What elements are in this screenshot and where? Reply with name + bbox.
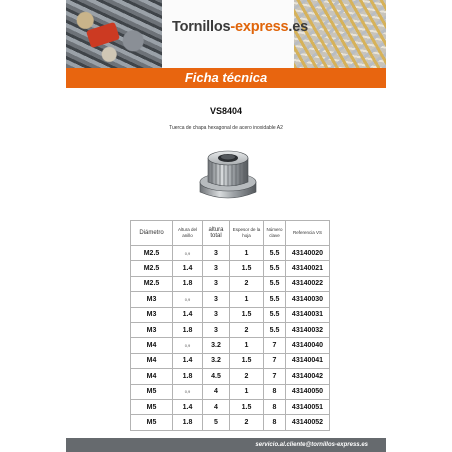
table-row [131,384,330,399]
table-cell: 5.5 [264,322,286,337]
table-row [131,292,330,307]
table-cell: 3 [203,322,230,337]
table-cell: 43140031 [286,307,330,322]
table-cell: M5 [131,384,173,399]
table-cell: 2 [230,276,264,291]
table-cell: 4 [203,399,230,414]
table-cell: M2.5 [131,261,173,276]
table-row [131,307,330,322]
brand-logo: Tornillos-express.es [172,19,308,35]
table-cell: 43140032 [286,322,330,337]
table-cell: 43140050 [286,384,330,399]
table-cell: 1.5 [230,307,264,322]
table-cell: M3 [131,307,173,322]
table-cell: 0,9 [173,384,203,399]
table-cell: 43140052 [286,415,330,430]
table-cell: 3 [203,292,230,307]
table-cell: 43140021 [286,261,330,276]
table-row [131,399,330,414]
table-cell: 1.8 [173,276,203,291]
table-cell: 43140041 [286,353,330,368]
table-cell: 7 [264,338,286,353]
header-banner-image [66,0,386,68]
table-cell: M3 [131,322,173,337]
sheet-title-banner: Ficha técnica [66,68,386,88]
table-cell: 1.4 [173,399,203,414]
column-header: altura total [203,221,230,246]
table-cell: 1 [230,246,264,261]
table-cell: 1 [230,292,264,307]
product-description: Tuerca de chapa hexagonal de acero inoxidable A2 [169,125,283,131]
table-cell: 2 [230,369,264,384]
table-cell: 3 [203,246,230,261]
table-cell: 8 [264,384,286,399]
table-cell: 0,9 [173,338,203,353]
table-cell: 0,9 [173,246,203,261]
table-cell: 3 [203,276,230,291]
table-cell: M2.5 [131,246,173,261]
table-cell: 43140040 [286,338,330,353]
table-cell: M4 [131,338,173,353]
table-row [131,353,330,368]
table-cell: 5 [203,415,230,430]
column-header: Referencia VS [286,221,330,246]
table-cell: 43140022 [286,276,330,291]
table-cell: M5 [131,415,173,430]
table-cell: 1.8 [173,369,203,384]
table-cell: 43140051 [286,399,330,414]
contact-email: servicio.al.cliente@tornillos-express.es [255,442,368,448]
table-cell: 5.5 [264,276,286,291]
column-header: Diámetro [131,221,173,246]
table-cell: 1.5 [230,353,264,368]
table-row [131,338,330,353]
tools-photo [66,0,162,68]
table-cell: M3 [131,292,173,307]
table-cell: 8 [264,399,286,414]
table-cell: 1.5 [230,261,264,276]
table-cell: 4.5 [203,369,230,384]
table-cell: 2 [230,322,264,337]
hex-nut-image [188,138,268,208]
table-row [131,261,330,276]
column-header: Altura del anillo [173,221,203,246]
table-cell: 5.5 [264,292,286,307]
table-cell: 3 [203,307,230,322]
table-cell: M4 [131,353,173,368]
table-cell: 43140020 [286,246,330,261]
table-cell: 0,9 [173,292,203,307]
table-cell: 7 [264,369,286,384]
table-cell: 1.8 [173,415,203,430]
table-cell: 1.8 [173,322,203,337]
table-cell: 1.5 [230,399,264,414]
table-cell: M2.5 [131,276,173,291]
product-sheet [66,0,386,452]
table-cell: 1 [230,384,264,399]
table-cell: 1.4 [173,307,203,322]
table-cell: 3 [203,261,230,276]
table-row [131,415,330,430]
table-cell: 5.5 [264,307,286,322]
table-cell: 5.5 [264,246,286,261]
product-code: VS8404 [209,106,243,116]
table-cell: 3.2 [203,338,230,353]
table-header-row [131,221,330,246]
table-cell: 8 [264,415,286,430]
table-cell: 1 [230,338,264,353]
table-cell: 43140030 [286,292,330,307]
table-cell: 5.5 [264,261,286,276]
table-cell: 2 [230,415,264,430]
table-cell: 1.4 [173,261,203,276]
table-row [131,322,330,337]
footer-bar [66,438,386,452]
table-cell: 4 [203,384,230,399]
table-cell: 43140042 [286,369,330,384]
table-row [131,246,330,261]
table-cell: M4 [131,369,173,384]
table-cell: 7 [264,353,286,368]
dimensions-table [130,220,330,431]
table-cell: 1.4 [173,353,203,368]
table-cell: M5 [131,399,173,414]
table-cell: 3.2 [203,353,230,368]
column-header: Número clave [264,221,286,246]
table-row [131,276,330,291]
column-header: Espesor de la hoja [230,221,264,246]
table-row [131,369,330,384]
